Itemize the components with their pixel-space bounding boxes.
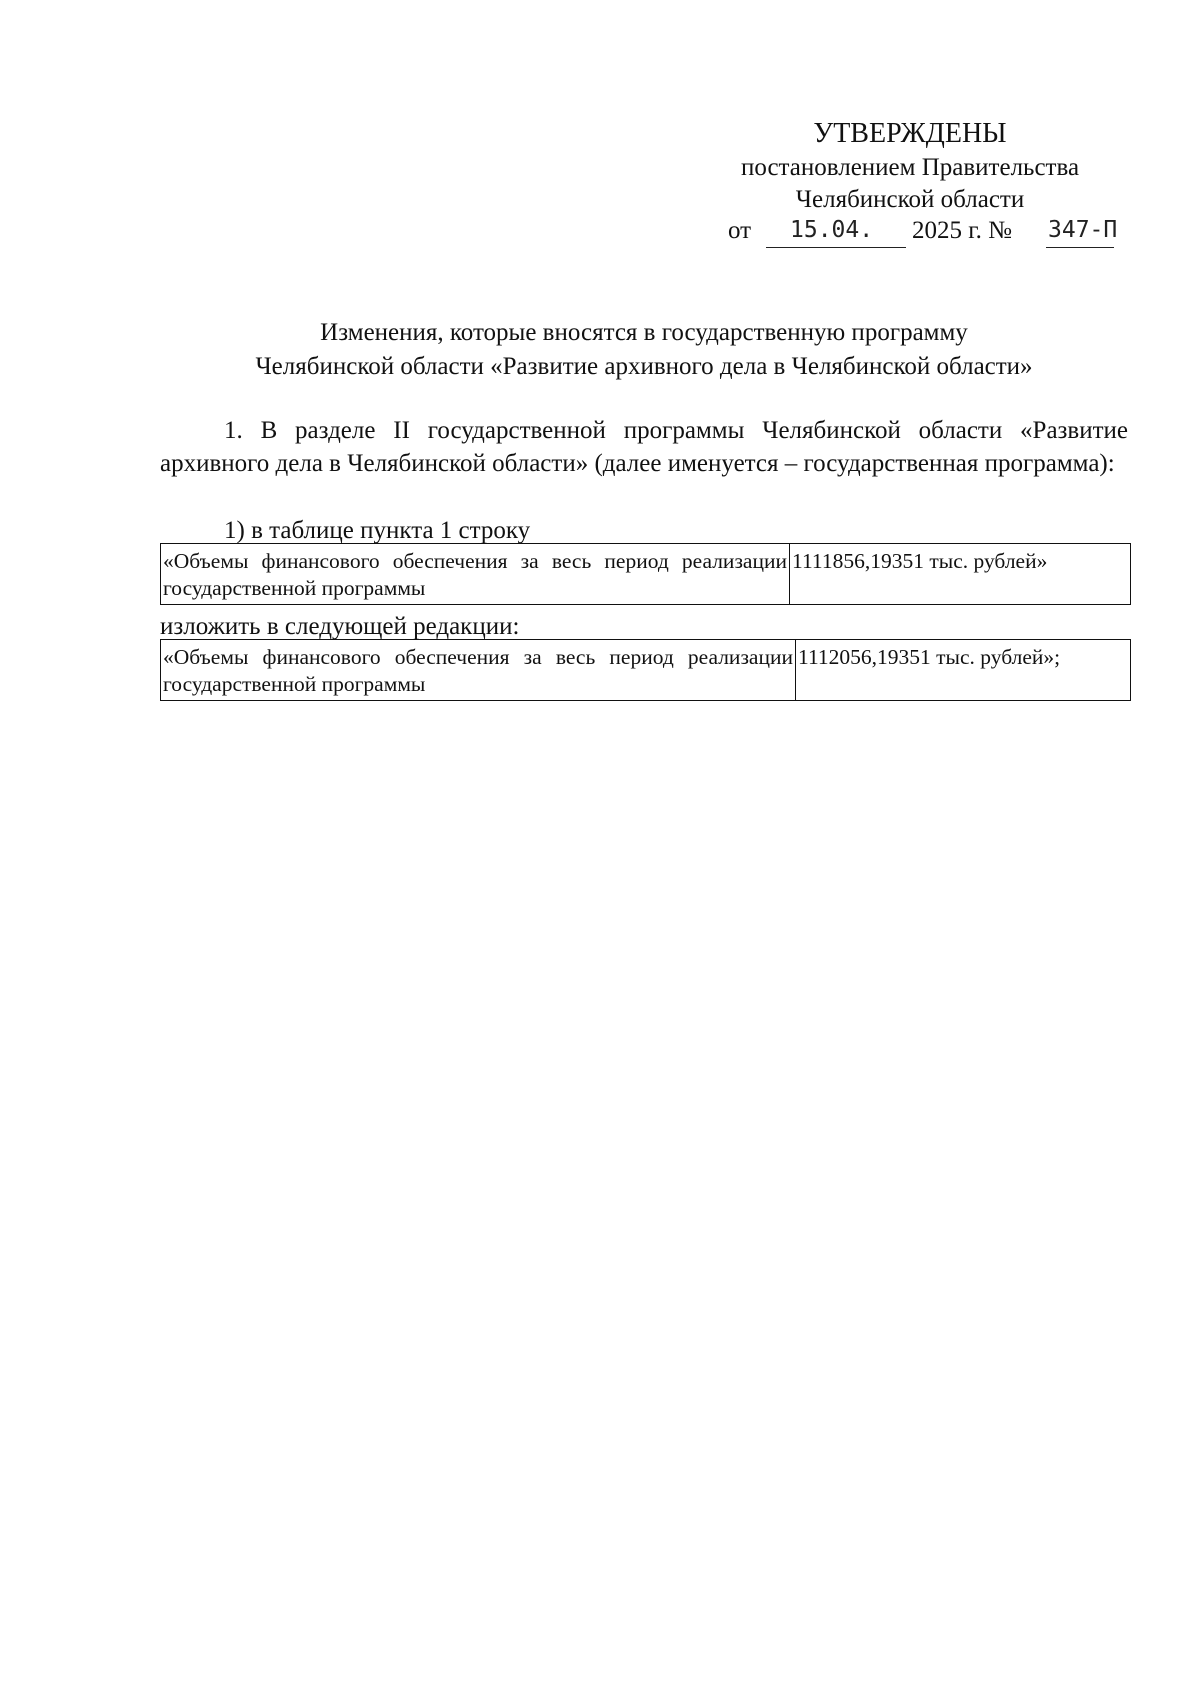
approval-heading: УТВЕРЖДЕНЫ — [813, 118, 1007, 149]
approval-line-government: постановлением Правительства — [740, 154, 1080, 181]
table-row — [161, 640, 1131, 701]
resolution-number: 347-П — [1048, 217, 1118, 243]
date-underline — [766, 247, 906, 248]
table-row — [161, 544, 1131, 605]
approval-block — [700, 118, 1120, 216]
new-row-value: 1112056,19351 тыс. рублей»; — [796, 640, 1131, 701]
document-title — [160, 316, 1128, 384]
old-row-value: 1111856,19351 тыс. рублей» — [790, 544, 1131, 605]
paragraph-1: 1. В разделе II государственной программы Челябинской области «Развитие архивного дела в Челябинской области» (далее именуется – государственная программа): — [160, 417, 1128, 477]
old-row-label: «Объемы финансового обеспечения за весь период реализации государственной программы — [161, 544, 790, 605]
date-prefix: от — [728, 217, 752, 244]
paragraph-item-1: 1) в таблице пункта 1 строку — [224, 517, 531, 544]
approval-line-region: Челябинской области — [795, 186, 1025, 213]
table-new-row — [160, 639, 1131, 701]
title-line-2: Челябинской области «Развитие архивного дела в Челябинской области» — [255, 353, 1033, 380]
date-value: 15.04. — [790, 217, 874, 243]
table-old-row — [160, 543, 1131, 605]
new-row-label: «Объемы финансового обеспечения за весь период реализации государственной программы — [161, 640, 796, 701]
paragraph-new-wording: изложить в следующей редакции: — [160, 613, 520, 640]
number-underline — [1046, 247, 1114, 248]
title-line-1: Изменения, которые вносятся в государственную программу — [320, 319, 968, 346]
year-and-number-label: 2025 г. № — [912, 217, 1013, 244]
